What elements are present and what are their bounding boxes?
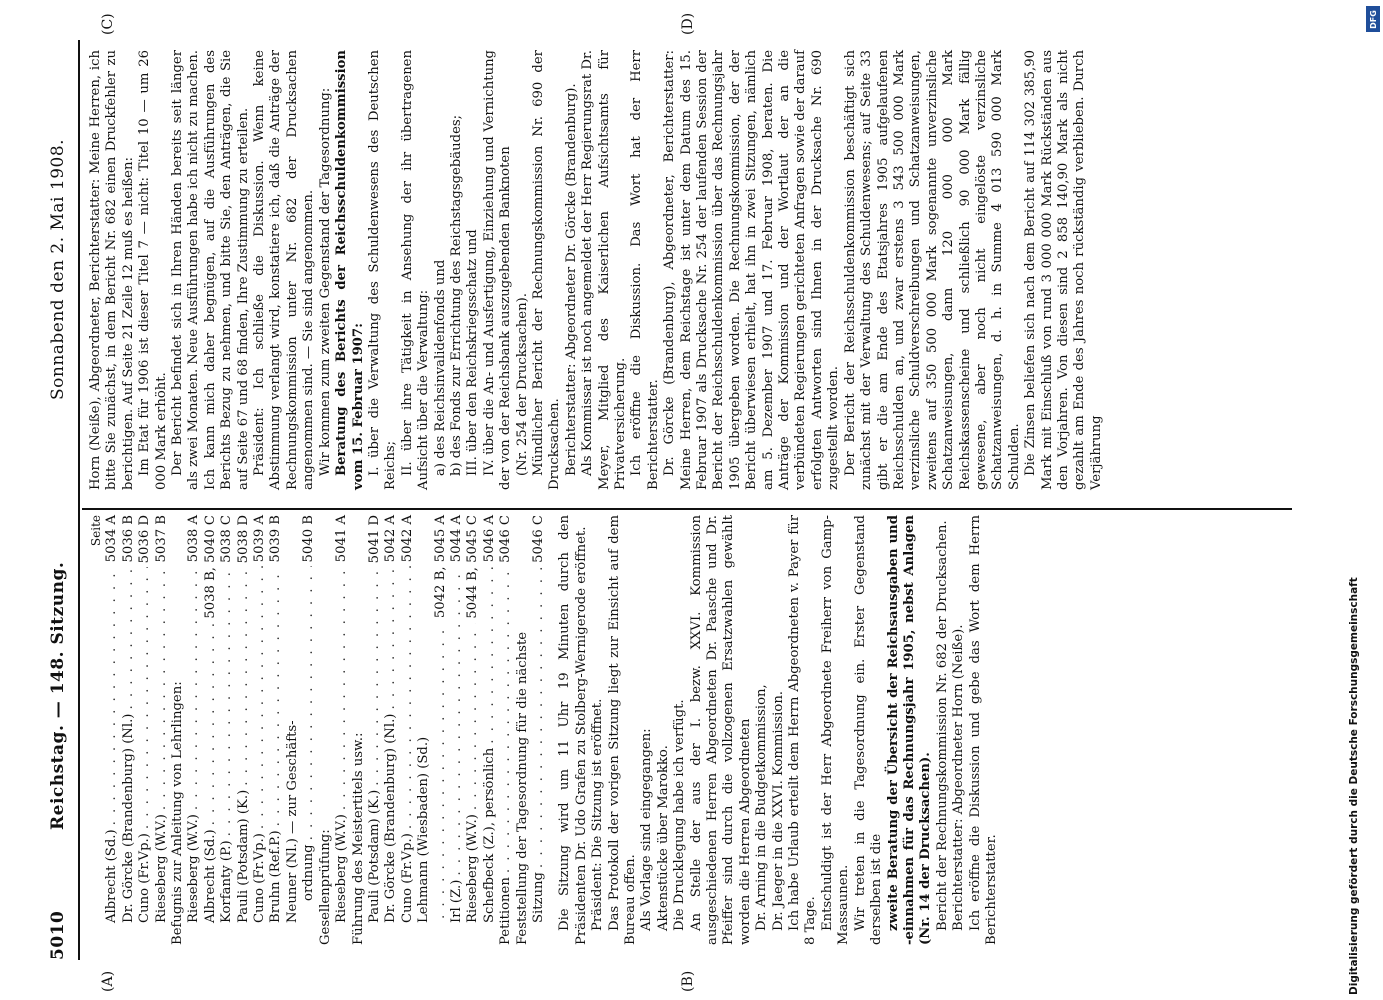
index-page-ref: 5042 A xyxy=(383,515,399,563)
index-speaker: Bruhn (Ref.P.) xyxy=(268,830,284,923)
index-leader-dots xyxy=(383,566,399,709)
index-page-ref: 5044 A xyxy=(448,515,464,563)
digitization-note xyxy=(1348,5,1378,995)
index-leader-dots xyxy=(268,566,284,826)
index-row xyxy=(482,515,498,945)
index-speaker: Feststellung der Tagesordnung für die nächste xyxy=(514,631,530,945)
column-divider xyxy=(82,508,1292,510)
index-page-ref: 5046 C xyxy=(530,515,546,563)
scanned-page xyxy=(30,0,1330,1000)
index-page-ref: 5039 A xyxy=(252,515,268,563)
index-page-ref: 5040 B xyxy=(301,515,317,563)
page-header xyxy=(38,40,78,960)
index-row xyxy=(104,515,120,945)
margin-letter-a: (A) xyxy=(100,970,116,992)
index-speaker: Pauli (Potsdam) (K.) xyxy=(235,789,251,923)
body-paragraph: Dr. Görcke (Brandenburg), Abgeordneter, Berichterstatter: Meine Herren, dem Reichstage ist unter dem Datum des 15. Februar 1907 als Drucksache Nr. 254 der laufenden Session der Bericht der Reichsschuldenkommission über das Rechnungsjahr 1905 übergeben worden. Die Rechnungskommission, der der Bericht überwiesen erhielt, hat ihn in zwei Sitzungen, nämlich am 5. Dezember 1907 und 17. Februar 1908, beraten. Die Anträge der Kommission und der Wortlaut der an die verbündeten Regierungen gerichteten Anfragen sowie der darauf erfolgten Antworten sind Ihnen in der Drucksache Nr. 690 zugestellt worden. xyxy=(662,50,842,490)
body-paragraph: Wir treten in die Tagesordnung ein. Erster Gegenstand derselben ist die xyxy=(852,515,885,945)
index-page-ref: 5038 C xyxy=(219,515,235,563)
header-rule xyxy=(78,40,80,960)
index-row xyxy=(367,515,383,945)
body-paragraph: b) des Fonds zur Errichtung des Reichstagsgebäudes; xyxy=(448,114,464,476)
index-speaker: Cuno (Fr.Vp.) xyxy=(252,833,268,923)
body-paragraph: Horn (Neiße), Abgeordneter, Berichterstatter: Meine Herren, ich bitte Sie zunächst, in dem Bericht Nr. 682 einen Druckfehler zu berichtigen. Auf Seite 21 Zeile 12 muß es heißen: xyxy=(88,50,136,490)
index-leader-dots xyxy=(236,567,252,785)
index-speaker: Cuno (Fr.Vp.) xyxy=(399,833,415,923)
index-page-ref: 5036 D xyxy=(137,515,153,564)
index-row xyxy=(531,515,547,945)
index-page-ref: 5038 B, 5040 C xyxy=(202,515,218,619)
margin-letter-d: (D) xyxy=(680,12,696,35)
index-page-ref: 5046 C xyxy=(498,515,514,563)
index-page-ref: 5041 D xyxy=(366,515,382,564)
index-row xyxy=(121,515,137,945)
index-speaker: Pauli (Potsdam) (K.) xyxy=(366,789,382,923)
index-page-ref: 5034 A xyxy=(104,515,120,563)
body-paragraph: (Nr. 254 der Drucksachen). xyxy=(514,293,530,476)
index-row xyxy=(383,515,399,945)
index-page-ref: 5039 B xyxy=(268,515,284,563)
index-leader-dots xyxy=(400,566,416,829)
left-column xyxy=(88,515,1000,945)
index-row xyxy=(170,515,186,945)
index-speaker: Dr. Görcke (Brandenburg) (Nl.) xyxy=(383,713,399,923)
index-speaker: Albrecht (Sd.) xyxy=(104,829,120,923)
index-speaker: Neuner (Nl.) — zur Geschäfts- xyxy=(284,720,300,923)
body-paragraph: III. über den Reichskriegsschatz und xyxy=(465,229,481,476)
index-leader-dots xyxy=(154,566,170,810)
index-speaker: Schefbeck (Z.), persönlich xyxy=(481,747,497,923)
index-leader-dots xyxy=(449,566,465,875)
index-speaker: Petitionen xyxy=(498,877,514,945)
speaker-index xyxy=(104,515,547,945)
body-paragraph: Die Sitzung wird um 11 Uhr 19 Minuten durch den Präsidenten Dr. Udo Grafen zu Stolberg-Wernigerode eröffnet. xyxy=(557,515,589,945)
index-row xyxy=(400,515,416,945)
index-leader-dots xyxy=(219,567,235,837)
index-speaker: Rieseberg (W.V.) xyxy=(153,814,169,923)
running-title-right: Sonnabend den 2. Mai 1908. xyxy=(48,138,68,400)
index-row xyxy=(449,515,465,945)
index-speaker: Rieseberg (W.V.) xyxy=(465,814,481,923)
index-row xyxy=(236,515,252,945)
dfg-logo xyxy=(1366,6,1380,32)
index-row xyxy=(154,515,170,945)
body-paragraph: Der Bericht der Reichsschuldenkommission beschäftigt sich zunächst mit der Verwaltung des Schuldenwesens; auf Seite 33 gibt er die am Ende des Etatsjahres 1905 aufgelaufenen Reichsschulden an, und zwar erstens 3 543 500 000 Mark verzinsliche Schuldverschreibungen und Schatzanweisungen, zweitens auf 350 500 000 Mark sogenannte unverzinsliche Schatzanweisungen, dann 120 000 000 Mark Reichskassenscheine und schließlich 90 000 Mark fällig gewesene, aber noch nicht eingelöste verzinsliche Schatzanweisungen, d. h. in Summe 4 013 590 000 Mark Schulden. xyxy=(842,50,1022,490)
index-row xyxy=(301,515,317,945)
body-paragraph: Mündlicher Bericht der Rechnungskommission Nr. 690 der Drucksachen. xyxy=(530,50,563,490)
index-row xyxy=(252,515,268,945)
index-page-ref: 5042 B, 5045 A xyxy=(432,515,448,619)
body-paragraph: Die Drucklegung habe ich verfügt. xyxy=(672,699,688,931)
body-paragraph: Präsident: Ich schließe die Diskussion. Wenn keine Abstimmung verlangt wird, konstatiere ich, daß die Anträge der Rechnungskommission unter Nr. 682 der Drucksachen angenommen sind. — Sie sind angenommen. xyxy=(252,50,317,490)
body-paragraph: Berichterstatter: Abgeordneter Horn (Neiße). xyxy=(951,624,967,931)
index-page-ref: 5041 A xyxy=(334,515,350,563)
index-row xyxy=(137,515,153,945)
index-row xyxy=(186,515,202,945)
seite-label: Seite xyxy=(89,515,103,547)
body-paragraph: Berichterstatter: Abgeordneter Dr. Görcke (Brandenburg). xyxy=(563,83,579,476)
index-row xyxy=(351,515,367,945)
body-paragraph: Das Protokoll der vorigen Sitzung liegt zur Einsicht auf dem Bureau offen. xyxy=(606,515,638,945)
index-leader-dots xyxy=(498,567,514,873)
body-paragraph: Aktenstücke über Marokko. xyxy=(655,745,671,931)
index-leader-dots xyxy=(137,567,153,829)
index-speaker: Befugnis zur Anleitung von Lehrlingen: xyxy=(170,681,186,945)
index-page-ref: 5038 D xyxy=(235,515,251,564)
page-number: 5010 xyxy=(48,910,68,960)
index-leader-dots xyxy=(334,566,350,810)
index-leader-dots xyxy=(203,623,219,826)
index-speaker: ordnung xyxy=(301,844,317,901)
body-paragraph: Der Bericht befindet sich in Ihren Händen bereits seit länger als zwei Monaten. Neue Ausführungen habe ich nicht zu machen. Ich kann mich daher begnügen, auf die Ausführungen des Berichts Bezug zu nehmen, und bitte Sie, den Anträgen, die Sie auf Seite 67 und 68 finden, Ihre Zustimmung zu erteilen. xyxy=(170,50,251,490)
body-paragraph: An Stelle der aus der I. bezw. XXVI. Kommission ausgeschiedenen Herren Abgeordneten Dr. Paasche und Dr. Pfeiffer sind durch die vollzogenen Ersatzwahlen gewählt worden die Herren Abgeordneten xyxy=(688,515,753,945)
index-leader-dots xyxy=(465,623,481,810)
body-paragraph: Ich habe Urlaub erteilt dem Herrn Abgeordneten v. Payer für 8 Tage. xyxy=(787,515,819,945)
index-leader-dots xyxy=(121,566,137,709)
index-speaker: Sitzung xyxy=(530,872,546,923)
body-paragraph: Dr. Jaeger in die XXVI. Kommission. xyxy=(770,690,786,931)
index-speaker: Rieseberg (W.V.) xyxy=(186,814,202,923)
margin-letter-c: (C) xyxy=(100,13,116,35)
index-speaker: Rieseberg (W.V.) xyxy=(334,814,350,923)
index-leader-dots xyxy=(367,567,383,785)
index-row xyxy=(219,515,235,945)
body-paragraph: Bericht der Rechnungskommission Nr. 682 der Drucksachen. xyxy=(934,520,950,931)
body-paragraph: Dr. Arning in die Budgetkommission, xyxy=(754,684,770,931)
index-page-ref: 5042 A xyxy=(399,515,415,563)
index-row xyxy=(318,515,334,945)
right-body-text xyxy=(88,50,1105,490)
body-paragraph: I. über die Verwaltung des Schuldenwesens des Deutschen Reichs; xyxy=(366,50,399,490)
margin-letter-b: (B) xyxy=(680,970,696,992)
index-row xyxy=(334,515,350,945)
body-paragraph: Im Etat für 1906 ist dieser Titel 7 — nicht: Titel 10 — um 26 000 Mark erhöht. xyxy=(137,50,169,490)
body-paragraph: Die Zinsen beliefen sich nach dem Bericht auf 114 302 385,90 Mark mit Einschluß von rund 3 000 000 Mark Rückständen aus den Vorjahren. Von diesen sind 2 858 140,90 Mark als nicht gezahlt am Ende des Jahres noch rückständig verblieben. Durch Verjährung xyxy=(1023,50,1104,490)
index-speaker: Führung des Meistertitels usw.: xyxy=(350,732,366,945)
index-page-ref: 5036 B xyxy=(120,515,136,563)
body-paragraph: IV. über die An- und Ausfertigung, Einziehung und Vernichtung der von der Reichsbank auszugebenden Banknoten xyxy=(481,50,514,490)
body-paragraph: Als Vorlage sind eingegangen: xyxy=(639,728,655,931)
index-speaker: Korfanty (P.) xyxy=(219,840,235,923)
index-leader-dots xyxy=(252,566,268,829)
index-leader-dots xyxy=(531,567,547,868)
body-paragraph: Ich eröffne die Diskussion und gebe das Wort dem Herrn Berichterstatter. xyxy=(967,515,999,945)
index-speaker: Albrecht (Sd.) xyxy=(202,829,218,923)
index-leader-dots xyxy=(433,622,449,919)
index-leader-dots xyxy=(301,566,317,840)
index-row xyxy=(285,515,301,945)
body-paragraph: Wir kommen zum zweiten Gegenstand der Tagesordnung: xyxy=(317,87,333,476)
body-paragraph: a) des Reichsinvalidenfonds und xyxy=(432,259,448,476)
index-row xyxy=(515,515,531,945)
body-paragraph: Als Kommissar ist noch angemeldet der Herr Regierungsrat Dr. Meyer, Mitglied des Kaiserlichen Aufsichtsamts für Privatversicherung. xyxy=(580,50,628,490)
index-row xyxy=(268,515,284,945)
body-paragraph: Entschuldigt ist der Herr Abgeordnete Freiherr von Gamp-Massaunen. xyxy=(819,515,852,945)
index-row xyxy=(433,515,449,945)
body-paragraph: Beratung des Berichts der Reichsschuldenkommission vom 15. Februar 1907: xyxy=(334,50,366,490)
index-page-ref: 5046 A xyxy=(481,515,497,563)
index-row xyxy=(498,515,514,945)
body-paragraph: zweite Beratung der Übersicht der Reichsausgaben und -einnahmen für das Rechnungsjahr 1905, nebst Anlagen (Nr. 14 der Drucksachen). xyxy=(885,515,934,945)
index-page-ref: 5044 B, 5045 C xyxy=(465,515,481,619)
index-row xyxy=(203,515,219,945)
index-leader-dots xyxy=(104,566,120,825)
index-speaker: Lehmann (Wiesbaden) (Sd.) xyxy=(416,736,432,923)
index-row xyxy=(465,515,481,945)
index-speaker: Gesellenprüfung: xyxy=(317,829,333,945)
index-leader-dots xyxy=(186,566,202,810)
index-speaker: Cuno (Fr.Vp.) xyxy=(137,833,153,923)
right-column xyxy=(88,50,1105,490)
index-leader-dots xyxy=(482,566,498,743)
index-row xyxy=(416,515,432,945)
body-paragraph: Präsident: Die Sitzung ist eröffnet. xyxy=(590,698,606,931)
running-title-left: Reichstag. — 148. Sitzung. xyxy=(48,561,68,830)
index-speaker: Irl (Z.) xyxy=(448,879,464,923)
left-body-text xyxy=(557,515,1000,945)
body-paragraph: Ich eröffne die Diskussion. Das Wort hat der Herr Berichterstatter. xyxy=(629,50,661,490)
index-speaker: Dr. Görcke (Brandenburg) (Nl.) xyxy=(120,713,136,923)
dfg-logo-text: DFG xyxy=(1368,9,1378,29)
index-page-ref: 5038 A xyxy=(186,515,202,563)
digitization-text: Digitalisierung gefördert durch die Deutsche Forschungsgemeinschaft xyxy=(1348,577,1360,995)
index-page-ref: 5037 B xyxy=(153,515,169,563)
body-paragraph: II. über ihre Tätigkeit in Ansehung der ihr übertragenen Aufsicht über die Verwaltung: xyxy=(399,50,432,490)
